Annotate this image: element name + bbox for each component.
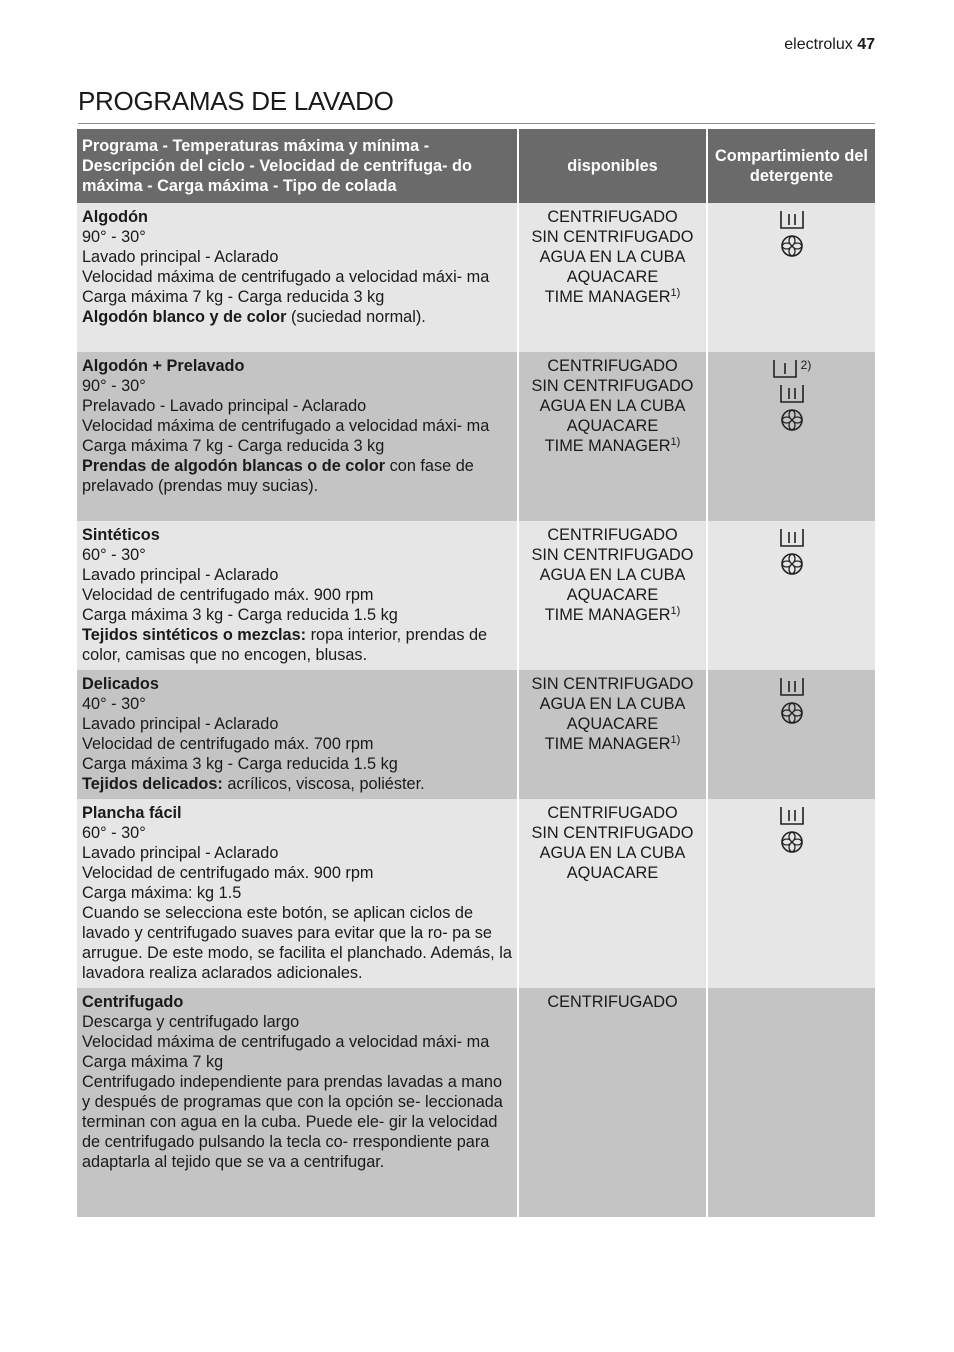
- program-description: [77, 352, 518, 521]
- laundry-type: Tejidos sintéticos o mezclas:: [82, 626, 307, 644]
- program-description: [77, 203, 518, 352]
- program-detail: 60° - 30°: [82, 546, 146, 564]
- option-item: TIME MANAGER: [544, 735, 671, 753]
- program-name: Sintéticos: [82, 526, 160, 544]
- option-item: CENTRIFUGADO: [547, 804, 678, 822]
- option-item: AQUACARE: [566, 864, 659, 882]
- program-detail: Velocidad máxima de centrifugado a velocidad máxi- ma: [82, 268, 490, 286]
- option-item: AQUACARE: [566, 586, 659, 604]
- program-detail: Centrifugado independiente para prendas lavadas a mano y después de programas que con la opción se- leccionada terminan con agua en la cuba. Puede ele- gir la velocidad de centrifugado pulsando la tecla co- rrespondiente para adaptarla al tejido que se va a centrifugar.: [82, 1073, 503, 1171]
- detergent-compartments: [707, 352, 875, 521]
- table-row: [77, 352, 875, 521]
- program-detail: Carga máxima 3 kg - Carga reducida 1.5 kg: [82, 606, 398, 624]
- program-detail: Lavado principal - Aclarado: [82, 248, 279, 266]
- option-item: SIN CENTRIFUGADO: [531, 675, 694, 693]
- option-item: AGUA EN LA CUBA: [539, 397, 686, 415]
- option-item: AGUA EN LA CUBA: [539, 695, 686, 713]
- option-item: AQUACARE: [566, 417, 659, 435]
- table-row: [77, 203, 875, 352]
- program-detail: Cuando se selecciona este botón, se aplican ciclos de lavado y centrifugado suaves para evitar que la ro- pa se arrugue. De este modo, se facilita el planchado. Además, la lavadora realiza aclarados adicionales.: [82, 904, 512, 982]
- option-item: SIN CENTRIFUGADO: [531, 546, 694, 564]
- laundry-type-detail: acrílicos, viscosa, poliéster.: [222, 775, 425, 793]
- brand-name: electrolux: [784, 36, 853, 53]
- table-header-row: [77, 129, 875, 203]
- footnote-marker: 1): [670, 734, 681, 746]
- program-name: Algodón: [82, 208, 149, 226]
- program-options: [518, 203, 707, 352]
- option-item: TIME MANAGER: [544, 288, 671, 306]
- program-detail: 90° - 30°: [82, 228, 146, 246]
- program-detail: 90° - 30°: [82, 377, 146, 395]
- program-name: Algodón + Prelavado: [82, 357, 245, 375]
- program-detail: Lavado principal - Aclarado: [82, 715, 279, 733]
- table-row: [77, 521, 875, 670]
- detergent-compartments: [707, 988, 875, 1217]
- program-description: [77, 521, 518, 670]
- footnote-marker: 1): [670, 605, 681, 617]
- option-item: CENTRIFUGADO: [547, 526, 678, 544]
- fabric-softener-compartment-icon: [780, 552, 804, 576]
- program-detail: Carga máxima 7 kg: [82, 1053, 224, 1071]
- program-options: [518, 988, 707, 1217]
- program-detail: Velocidad de centrifugado máx. 700 rpm: [82, 735, 374, 753]
- program-detail: Velocidad máxima de centrifugado a velocidad máxi- ma: [82, 1033, 490, 1051]
- wash-programs-table: [77, 129, 875, 1217]
- main-wash-compartment-icon: [779, 527, 805, 549]
- column-header-options: disponibles: [518, 129, 707, 203]
- column-header-program: Programa - Temperaturas máxima y mínima - Descripción del ciclo - Velocidad de centrifuga- do máxima - Carga máxima - Tipo de colada: [77, 129, 518, 203]
- fabric-softener-compartment-icon: [780, 408, 804, 432]
- column-header-detergent: Compartimiento del detergente: [707, 129, 875, 203]
- option-item: CENTRIFUGADO: [547, 208, 678, 226]
- program-name: Plancha fácil: [82, 804, 182, 822]
- program-detail: 40° - 30°: [82, 695, 146, 713]
- option-item: AQUACARE: [566, 715, 659, 733]
- option-item: CENTRIFUGADO: [547, 993, 678, 1011]
- option-item: CENTRIFUGADO: [547, 357, 678, 375]
- option-item: AQUACARE: [566, 268, 659, 286]
- program-options: [518, 670, 707, 799]
- program-detail: Descarga y centrifugado largo: [82, 1013, 300, 1031]
- footnote-marker: 1): [670, 287, 681, 299]
- footnote-marker: 1): [670, 436, 681, 448]
- main-wash-compartment-icon: [779, 676, 805, 698]
- program-detail: Velocidad de centrifugado máx. 900 rpm: [82, 864, 374, 882]
- detergent-compartments: [707, 203, 875, 352]
- main-wash-compartment-icon: [779, 805, 805, 827]
- program-detail: 60° - 30°: [82, 824, 146, 842]
- table-row: [77, 988, 875, 1217]
- program-detail: Lavado principal - Aclarado: [82, 844, 279, 862]
- laundry-type-detail: ropa interior, prendas de color, camisas que no encogen, blusas.: [82, 626, 488, 664]
- program-name: Delicados: [82, 675, 159, 693]
- page-title: PROGRAMAS DE LAVADO: [78, 86, 875, 124]
- program-detail: Velocidad máxima de centrifugado a velocidad máxi- ma: [82, 417, 490, 435]
- program-detail: Velocidad de centrifugado máx. 900 rpm: [82, 586, 374, 604]
- option-item: AGUA EN LA CUBA: [539, 844, 686, 862]
- main-wash-compartment-icon: [779, 383, 805, 405]
- program-description: [77, 670, 518, 799]
- laundry-type: Algodón blanco y de color: [82, 308, 287, 326]
- option-item: SIN CENTRIFUGADO: [531, 377, 694, 395]
- program-detail: Carga máxima 7 kg - Carga reducida 3 kg: [82, 288, 385, 306]
- page-number: 47: [857, 36, 875, 53]
- program-description: [77, 988, 518, 1217]
- fabric-softener-compartment-icon: [780, 830, 804, 854]
- main-wash-compartment-icon: [779, 209, 805, 231]
- fabric-softener-compartment-icon: [780, 701, 804, 725]
- laundry-type: Tejidos delicados:: [82, 775, 223, 793]
- program-detail: Carga máxima: kg 1.5: [82, 884, 242, 902]
- program-detail: Prelavado - Lavado principal - Aclarado: [82, 397, 367, 415]
- option-item: TIME MANAGER: [544, 437, 671, 455]
- footnote-marker: 2): [800, 358, 812, 372]
- program-detail: Carga máxima 3 kg - Carga reducida 1.5 kg: [82, 755, 398, 773]
- page-header: [784, 36, 875, 54]
- program-detail: Carga máxima 7 kg - Carga reducida 3 kg: [82, 437, 385, 455]
- laundry-type-detail: (suciedad normal).: [286, 308, 426, 326]
- option-item: SIN CENTRIFUGADO: [531, 824, 694, 842]
- option-item: TIME MANAGER: [544, 606, 671, 624]
- program-detail: Lavado principal - Aclarado: [82, 566, 279, 584]
- laundry-type-detail: con fase de prelavado (prendas muy sucias).: [82, 457, 474, 495]
- detergent-compartments: [707, 799, 875, 988]
- detergent-compartments: [707, 670, 875, 799]
- table-row: [77, 799, 875, 988]
- table-row: [77, 670, 875, 799]
- program-options: [518, 521, 707, 670]
- option-item: SIN CENTRIFUGADO: [531, 228, 694, 246]
- program-options: [518, 799, 707, 988]
- option-item: AGUA EN LA CUBA: [539, 248, 686, 266]
- laundry-type: Prendas de algodón blancas o de color: [82, 457, 386, 475]
- fabric-softener-compartment-icon: [780, 234, 804, 258]
- program-description: [77, 799, 518, 988]
- prewash-compartment-icon: [772, 358, 798, 380]
- program-name: Centrifugado: [82, 993, 184, 1011]
- program-options: [518, 352, 707, 521]
- option-item: AGUA EN LA CUBA: [539, 566, 686, 584]
- detergent-compartments: [707, 521, 875, 670]
